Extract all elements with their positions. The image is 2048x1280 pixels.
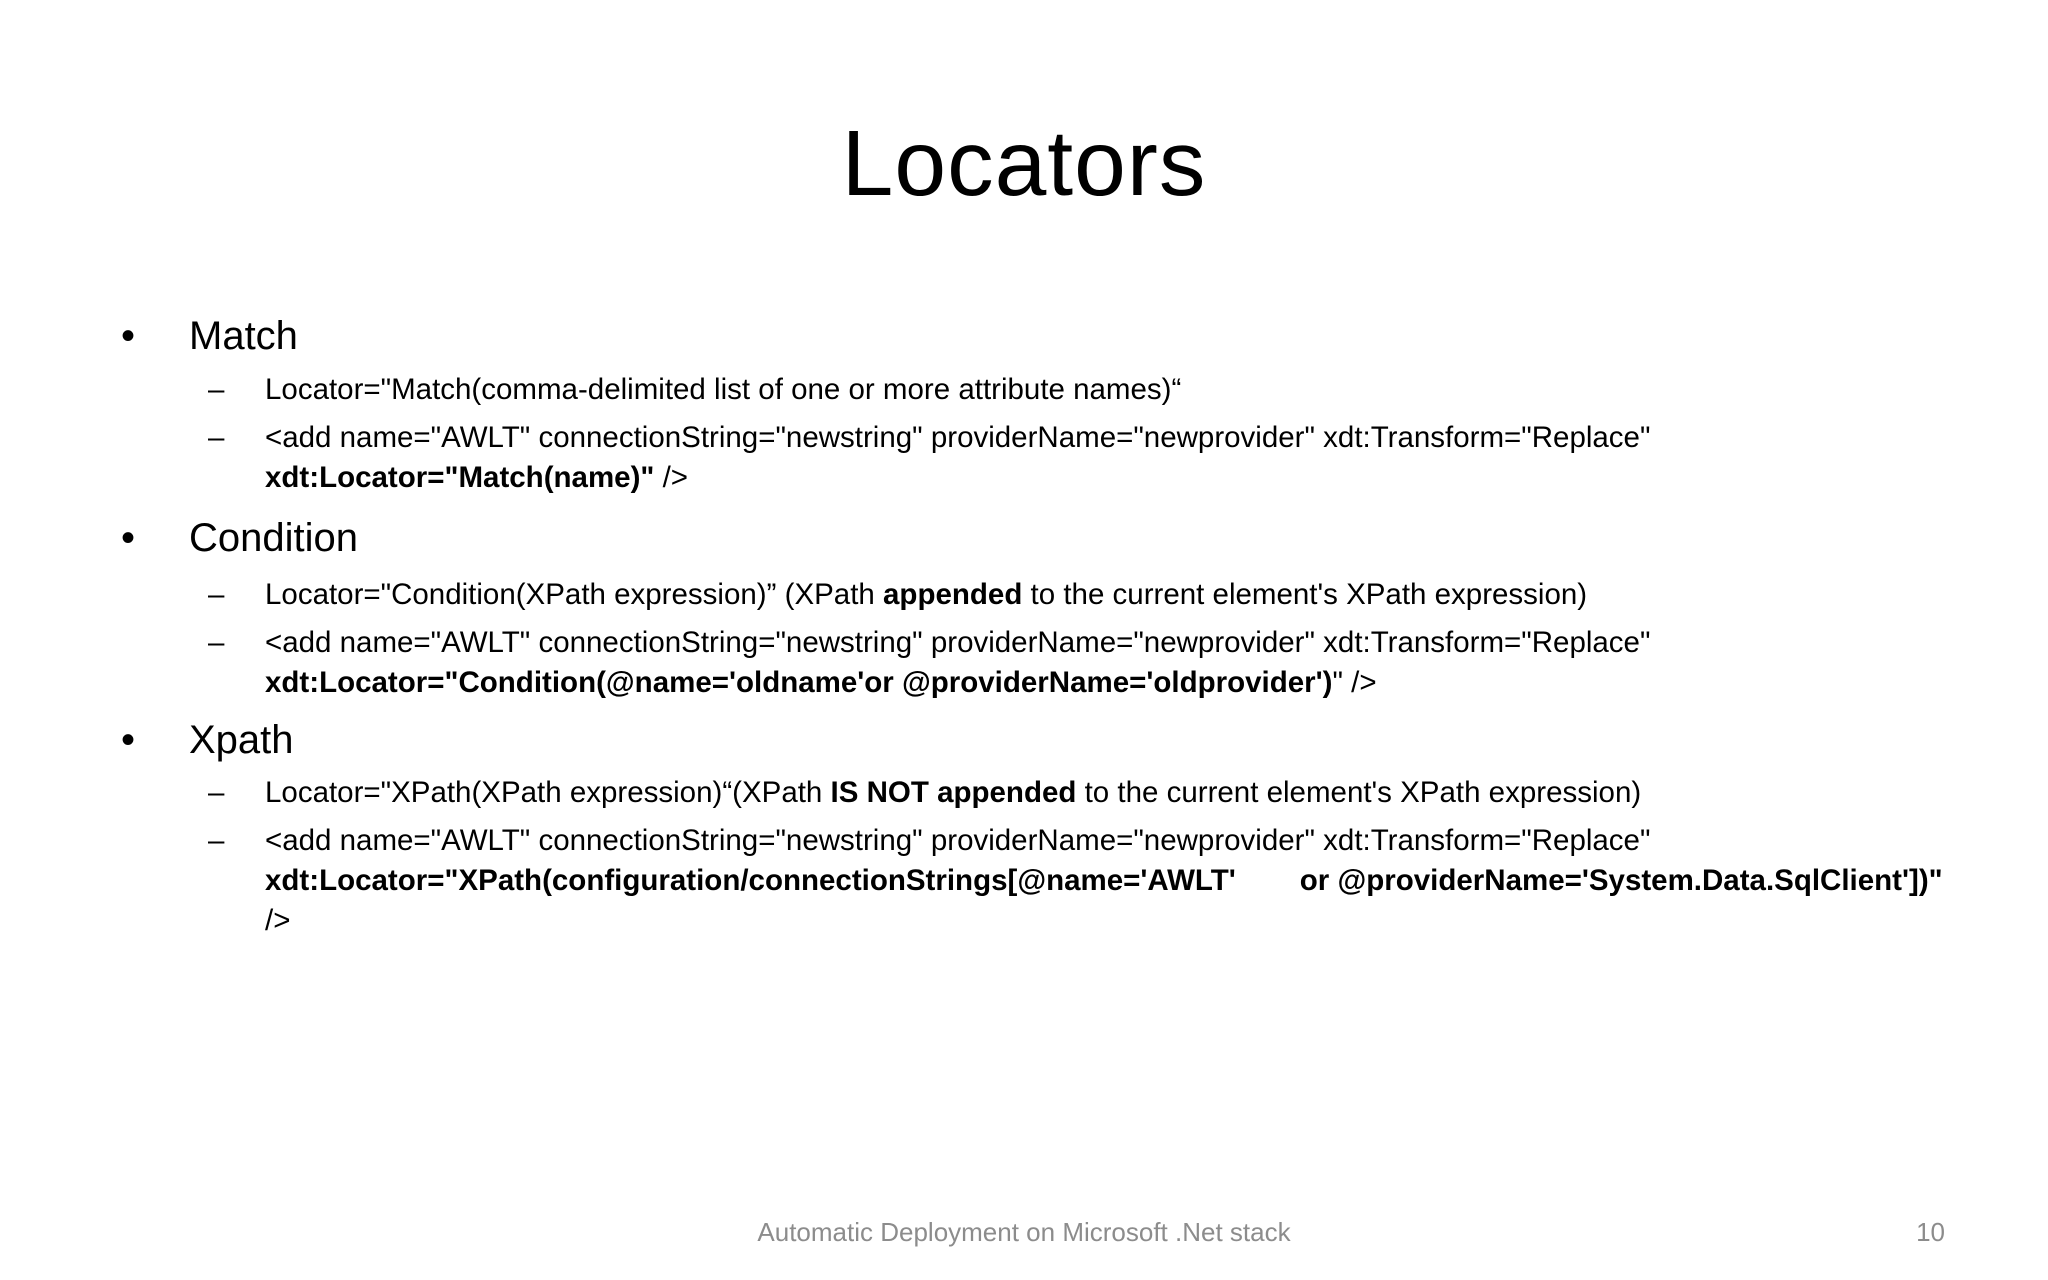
sub-bullet-text [265,773,1641,813]
bullet-heading: Xpath [189,718,294,762]
sub-bullet-marker: – [208,373,225,406]
text-pre: Locator="Condition(XPath expression)” (XPath [265,578,884,611]
code-line-2-bold: xdt:Locator="Condition(@name='oldname'or @providerName='oldprovider') [265,666,1333,699]
bullet-xpath [121,716,294,764]
bullet-heading: Condition [189,516,359,560]
bullet-marker: • [121,718,136,762]
sub-bullet-text [265,418,1650,498]
sub-bullet-marker: – [208,776,225,809]
sub-bullet-marker: – [208,626,225,659]
slide-title: Locators [841,111,1207,215]
code-line-1: <add name="AWLT" connectionString="newstring" providerName="newprovider" xdt:Transform="Replace" [265,824,1651,857]
sub-bullet-marker: – [208,578,225,611]
bullet-match [121,312,298,360]
text-post: to the current element's XPath expression) [1076,776,1642,809]
code-line-2-rest: /> [654,461,689,494]
code-line-2-bold-a: xdt:Locator="XPath(configuration/connectionStrings[@name='AWLT' [265,864,1236,897]
text-bold: appended [883,578,1023,611]
code-line-2-rest: " /> [1332,666,1377,699]
sub-bullet-text [265,575,1587,615]
code-line-1: <add name="AWLT" connectionString="newstring" providerName="newprovider" xdt:Transform="Replace" [265,626,1651,659]
sub-bullet-text [265,623,1650,703]
sub-bullet-text: Locator="Match(comma-delimited list of one or more attribute names)“ [265,373,1182,406]
text-pre: Locator="XPath(XPath expression)“(XPath [265,776,831,809]
footer-text: Automatic Deployment on Microsoft .Net stack [757,1217,1291,1247]
bullet-marker: • [121,314,136,358]
sub-bullet-marker: – [208,824,225,857]
text-bold: IS NOT appended [830,776,1077,809]
code-line-2-bold: xdt:Locator="Match(name)" [265,461,655,494]
bullet-heading: Match [189,314,298,358]
code-line-1: <add name="AWLT" connectionString="newstring" providerName="newprovider" xdt:Transform="Replace" [265,421,1651,454]
text-post: to the current element's XPath expression) [1022,578,1588,611]
bullet-condition [121,514,358,562]
slide-number: 10 [1916,1217,1945,1247]
sub-bullet-marker: – [208,421,225,454]
bullet-marker: • [121,516,136,560]
code-line-2-bold-b: or @providerName='System.Data.SqlClient'])" [1299,864,1943,897]
code-line-3: /> [265,904,291,937]
sub-bullet-text [265,821,1943,941]
